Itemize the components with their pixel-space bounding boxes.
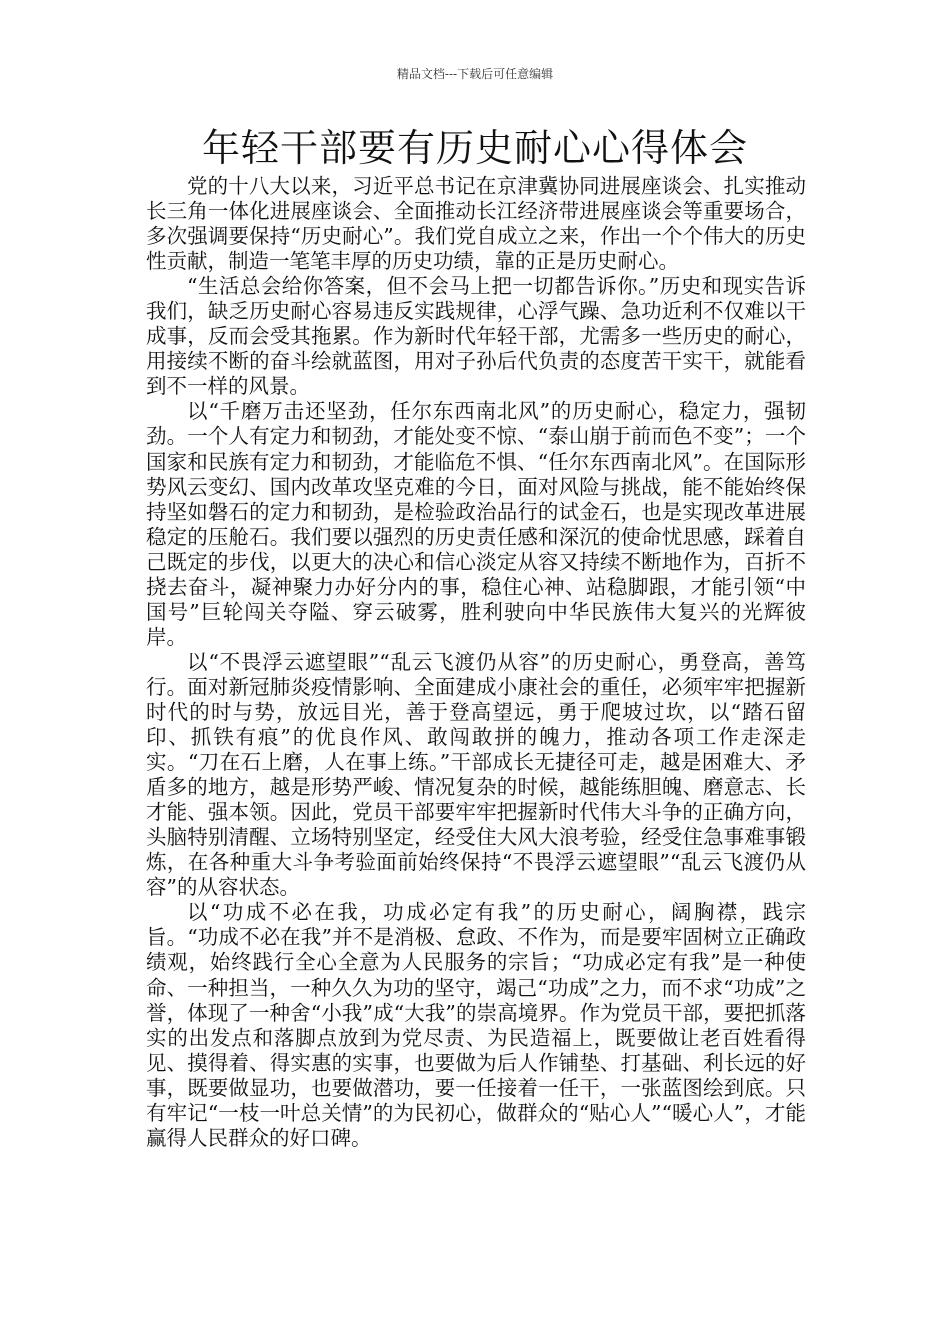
document-body <box>146 174 806 1151</box>
header-note: 精品文档---下载后可任意编辑 <box>396 67 554 81</box>
paragraph-3: 以“千磨万击还坚劲，任尔东西南北风”的历史耐心，稳定力，强韧劲。一个人有定力和韧劲，才能处变不惊、“泰山崩于前而色不变”；一个国家和民族有定力和韧劲，才能临危不惧、“任尔东西南北风”。在国际形势风云变幻、国内改革攻坚克难的今日，面对风险与挑战，能不能始终保持坚如磐石的定力和韧劲，是检验政治品行的试金石，也是实现改革进展稳定的压舱石。我们要以强烈的历史责任感和深沉的使命忧思感，踩着自己既定的步伐，以更大的决心和信心淡定从容又持续不断地作为，百折不挠去奋斗，凝神聚力办好分内的事，稳住心神、站稳脚跟，才能引领“中国号”巨轮闯关夺隘、穿云破雾，胜利驶向中华民族伟大复兴的光辉彼岸。 <box>146 399 806 649</box>
paragraph-5: 以“功成不必在我，功成必定有我”的历史耐心，阔胸襟，践宗旨。“功成不必在我”并不是消极、怠政、不作为，而是要牢固树立正确政绩观，始终践行全心全意为人民服务的宗旨；“功成必定有我”是一种使命、一种担当，一种久久为功的坚守，竭己“功成”之力，而不求“功成”之誉，体现了一种舍“小我”成“大我”的崇高境界。作为党员干部，要把抓落实的出发点和落脚点放到为党尽责、为民造福上，既要做让老百姓看得见、摸得着、得实惠的实事，也要做为后人作铺垫、打基础、利长远的好事，既要做显功，也要做潜功，要一任接着一任干，一张蓝图绘到底。只有牢记“一枝一叶总关情”的为民初心，做群众的“贴心人”“暖心人”，才能赢得人民群众的好口碑。 <box>146 900 806 1150</box>
paragraph-1: 党的十八大以来，习近平总书记在京津冀协同进展座谈会、扎实推动长三角一体化进展座谈会、全面推动长江经济带进展座谈会等重要场合，多次强调要保持“历史耐心”。我们党自成立之来，作出一个个伟大的历史性贡献，制造一笔笔丰厚的历史功绩，靠的正是历史耐心。 <box>146 174 806 274</box>
document-title: 年轻干部要有历史耐心心得体会 <box>201 126 748 170</box>
paragraph-2: “生活总会给你答案，但不会马上把一切都告诉你。”历史和现实告诉我们，缺乏历史耐心容易违反实践规律，心浮气躁、急功近利不仅难以干成事，反而会受其拖累。作为新时代年轻干部，尤需多一些历史的耐心，用接续不断的奋斗绘就蓝图，用对子孙后代负责的态度苦干实干，就能看到不一样的风景。 <box>146 274 806 399</box>
paragraph-4: 以“不畏浮云遮望眼”“乱云飞渡仍从容”的历史耐心，勇登高，善笃行。面对新冠肺炎疫情影响、全面建成小康社会的重任，必须牢牢把握新时代的时与势，放远目光，善于登高望远，勇于爬坡过坎，以“踏石留印、抓铁有痕”的优良作风、敢闯敢拼的魄力，推动各项工作走深走实。“刀在石上磨，人在事上练。”干部成长无捷径可走，越是困难大、矛盾多的地方，越是形势严峻、情况复杂的时候，越能练胆魄、磨意志、长才能、强本领。因此，党员干部要牢牢把握新时代伟大斗争的正确方向，头脑特别清醒、立场特别坚定，经受住大风大浪考验，经受住急事难事锻炼，在各种重大斗争考验面前始终保持“不畏浮云遮望眼”“乱云飞渡仍从容”的从容状态。 <box>146 649 806 900</box>
